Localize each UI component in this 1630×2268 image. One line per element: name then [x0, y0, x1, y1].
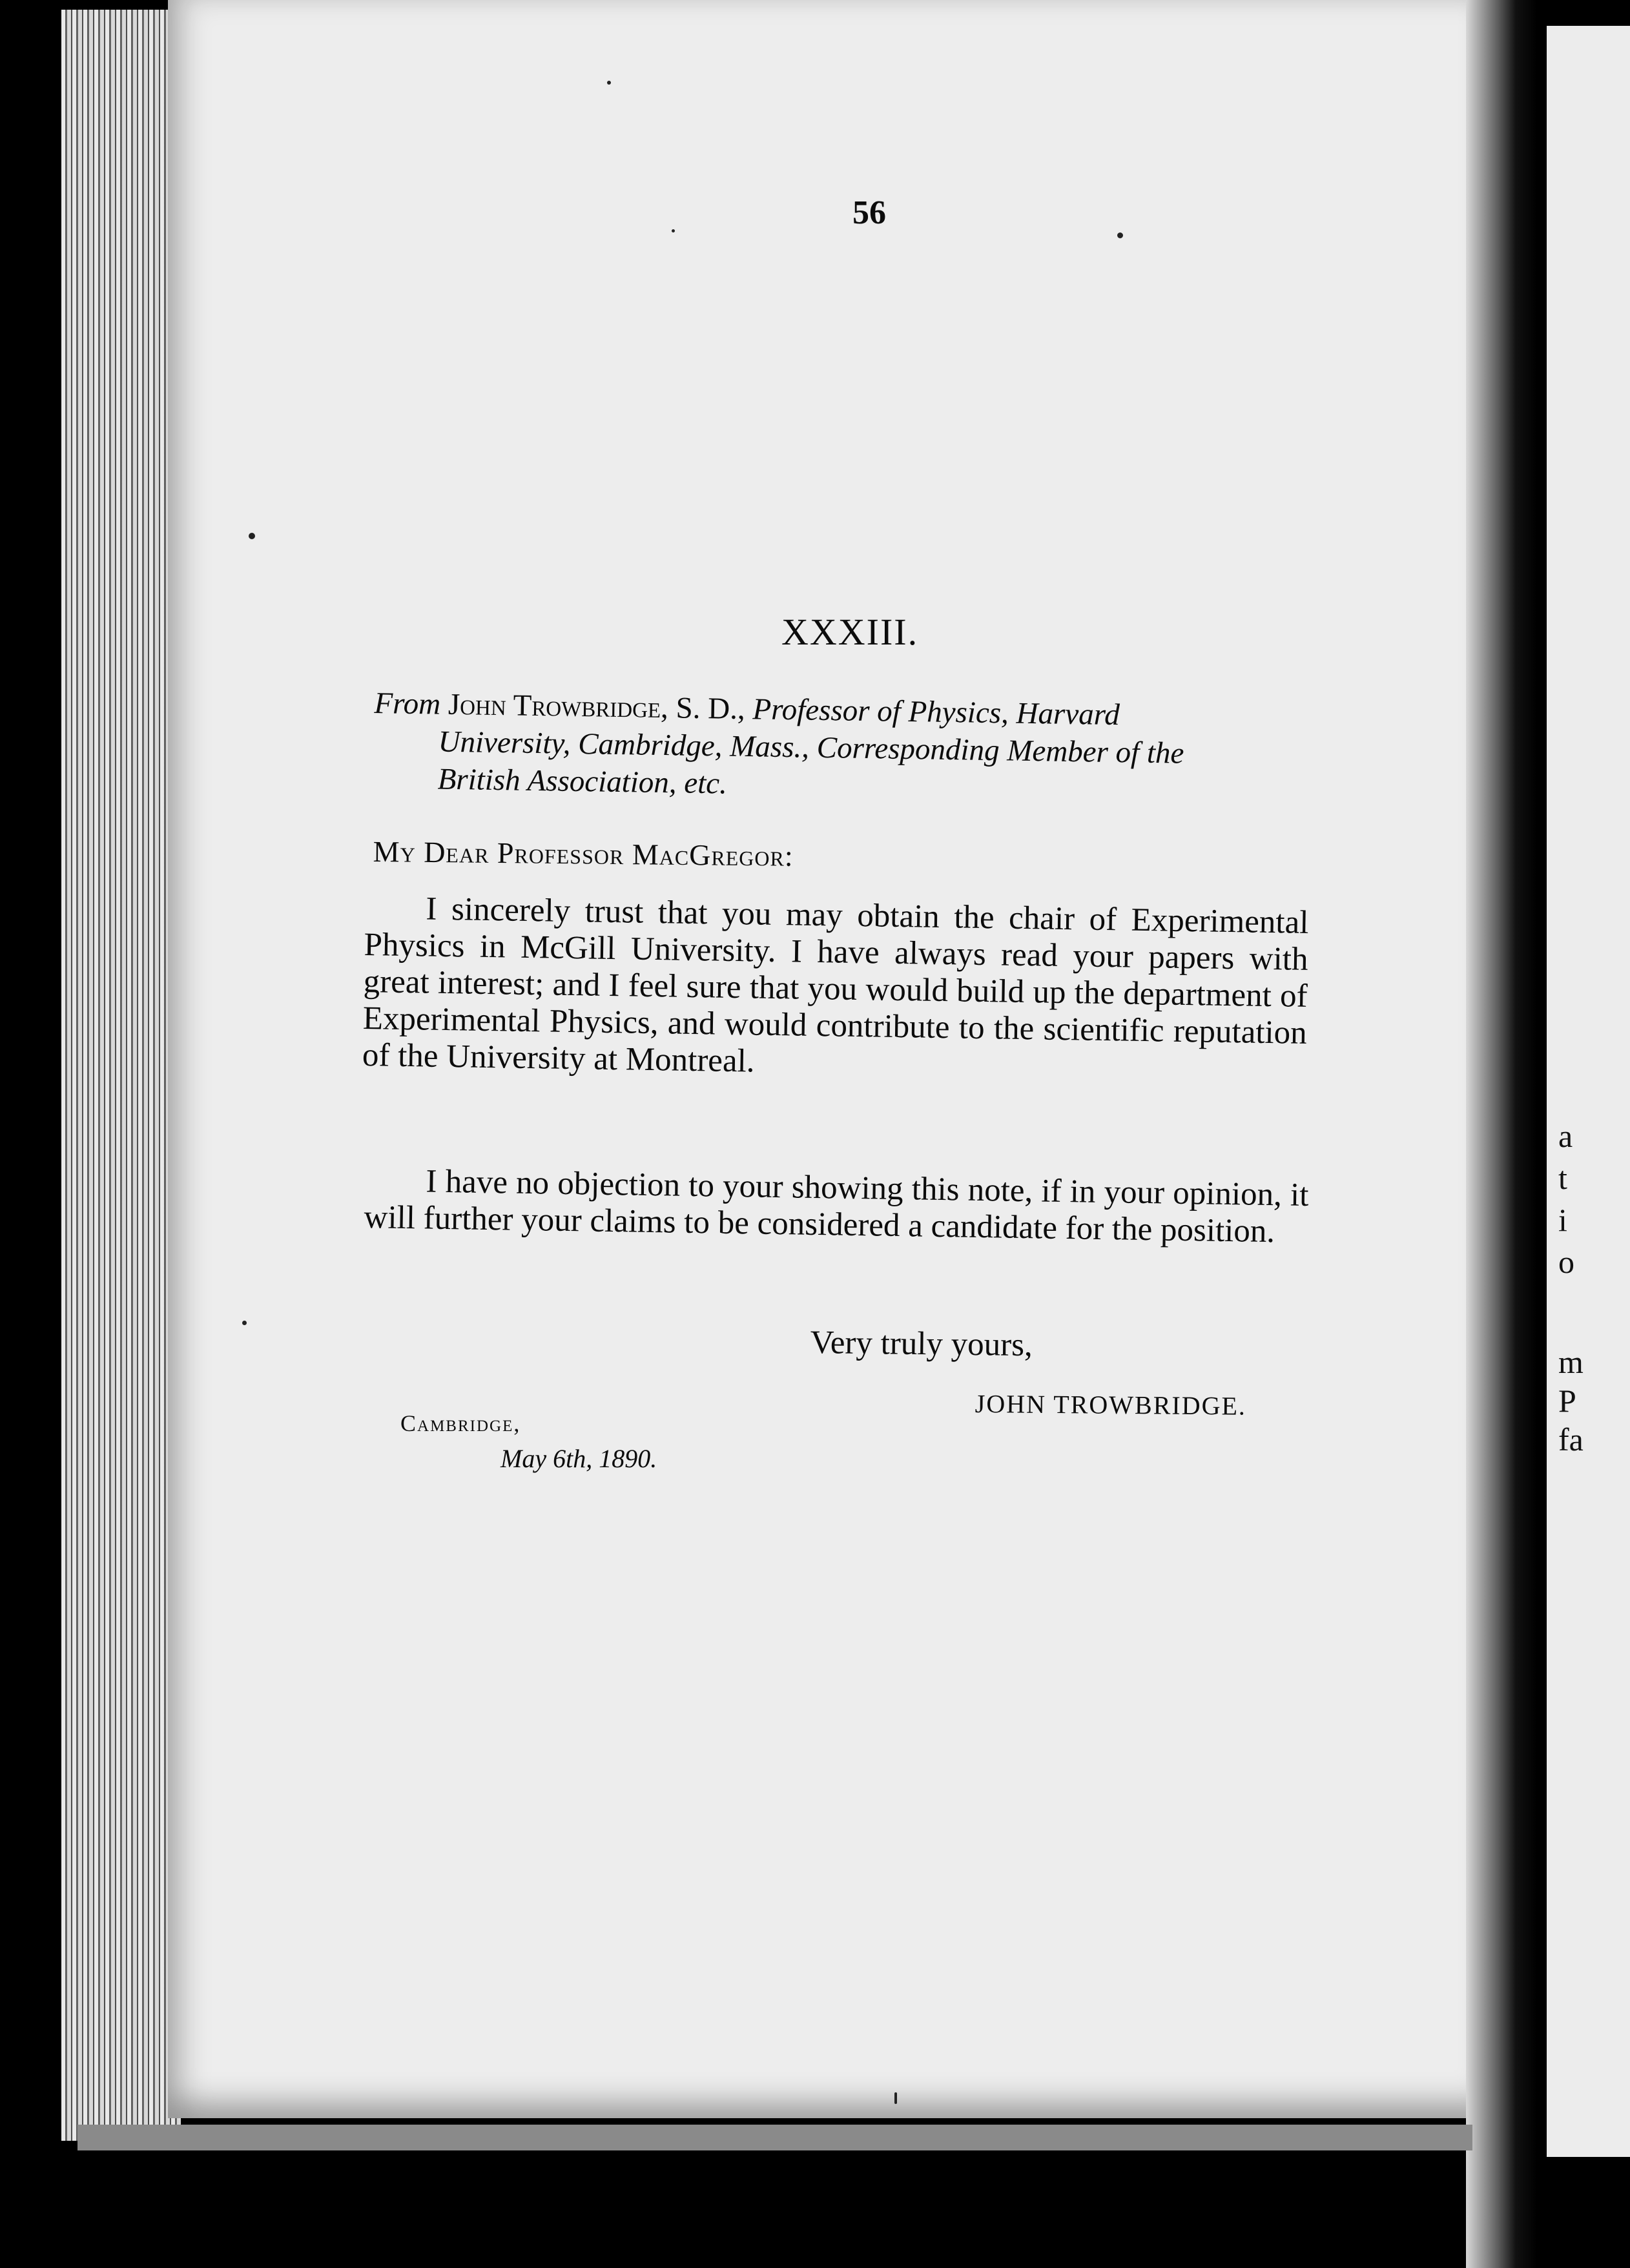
- scan-speck: [607, 81, 611, 85]
- heading-author-name: John Trowbridge, S. D.,: [448, 687, 746, 727]
- page-number: 56: [852, 194, 886, 231]
- signature: JOHN TROWBRIDGE.: [975, 1389, 1247, 1421]
- scan-speck: [894, 2092, 897, 2104]
- facing-page-letter: i: [1558, 1202, 1567, 1238]
- section-numeral: XXXIII.: [781, 611, 919, 653]
- place-line: Cambridge,: [400, 1410, 521, 1436]
- closing: Very truly yours,: [810, 1325, 1033, 1364]
- body-paragraph-1: I sincerely trust that you may obtain the chair of Experimental Physics in McGill University. I have always read your papers with great interest; and I feel sure that you would build up the department of Experimental Physics, and would contribute to the scientific reputation of the University at Montreal.: [362, 891, 1309, 1080]
- body-paragraph-2: I have no objection to your showing this note, if in your opinion, it will further your claims to be considered a candidate for the position.: [364, 1163, 1309, 1250]
- heading-from: From: [374, 686, 441, 721]
- book-page-edges: [61, 10, 181, 2141]
- facing-page-letter: P: [1558, 1383, 1576, 1419]
- scan-speck: [672, 229, 675, 232]
- facing-page-letter: m: [1558, 1344, 1584, 1380]
- page-bottom-edge: [77, 2125, 1472, 2150]
- heading-line3: British Association, etc.: [437, 762, 728, 801]
- facing-page-letter: a: [1558, 1118, 1573, 1154]
- facing-page-letter: o: [1558, 1244, 1574, 1280]
- facing-page-letter: fa: [1558, 1421, 1584, 1458]
- facing-page-fragment: [1547, 26, 1630, 2157]
- heading-line1-rest: Professor of Physics, Harvard: [752, 692, 1120, 732]
- scan-speck: [249, 533, 255, 539]
- heading-line2: University, Cambridge, Mass., Corresponding Member of the: [438, 725, 1184, 770]
- facing-page-letter: t: [1558, 1160, 1567, 1196]
- letter-heading: [373, 685, 1330, 812]
- salutation: My Dear Professor MacGregor:: [373, 835, 794, 872]
- date-line: May 6th, 1890.: [500, 1444, 657, 1473]
- scan-speck: [242, 1321, 247, 1325]
- book-gutter: [1466, 0, 1537, 2268]
- scan-speck: [1117, 232, 1123, 238]
